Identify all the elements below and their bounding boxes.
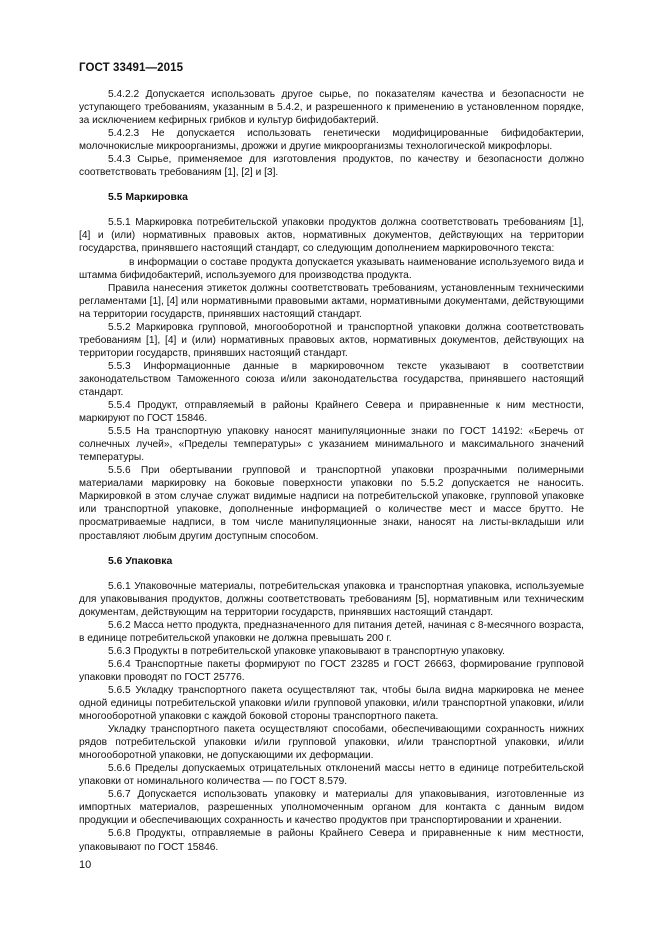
paragraph: 5.5.4 Продукт, отправляемый в районы Крайнего Севера и приравненные к ним местности, маркируют по ГОСТ 15846. (79, 400, 584, 425)
document-body (79, 88, 584, 854)
composition-clauses (79, 88, 584, 179)
packaging-clauses (79, 580, 584, 854)
paragraph: 5.6.7 Допускается использовать упаковку и материалы для упаковывания, изготовленные из импортных материалов, разрешенных уполномоченным органом для контакта с данным видом продукции и обеспечивающих сохранность и качество продуктов при транспортировании и хранении. (79, 789, 584, 827)
paragraph: 5.5.2 Маркировка групповой, многооборотной и транспортной упаковки должна соответствовать требованиям [1], [4] и (или) нормативных правовых актов, нормативных документов, действующих на территории государств, принявших настоящий стандарт. (79, 321, 584, 359)
paragraph: 5.5.3 Информационные данные в маркировочном тексте указывают в соответствии законодательством Таможенного союза и/или законодательства государства, принявшего настоящий стандарт. (79, 360, 584, 398)
paragraph: 5.5.5 На транспортную упаковку наносят манипуляционные знаки по ГОСТ 14192: «Беречь от солнечных лучей», «Пределы температуры» с указанием минимального и максимального значений температуры. (79, 426, 584, 464)
paragraph: в информации о составе продукта допускается указывать наименование используемого вида и штамма бифидобактерий, используемого для производства продукта. (79, 256, 584, 281)
marking-clauses (79, 216, 584, 542)
paragraph: Укладку транспортного пакета осуществляют способами, обеспечивающими сохранность нижних рядов потребительской упаковки и/или групповой упаковки, и/или транспортной упаковки, и/или многооборотной упаковки, не допускающими их деформации. (79, 724, 584, 762)
paragraph: 5.6.5 Укладку транспортного пакета осуществляют так, чтобы была видна маркировка не менее одной единицы потребительской упаковки и/или групповой упаковки, и/или транспортной упаковки, и/или многооборотной упаковки с каждой боковой стороны транспортного пакета. (79, 684, 584, 723)
document-code-header: ГОСТ 33491—2015 (79, 62, 184, 74)
page-number: 10 (79, 859, 92, 871)
paragraph: Правила нанесения этикеток должны соответствовать требованиям, установленным техническими регламентами [1], [4] или нормативными правовыми актами, нормативными документами, действующими на территории государств, принявших настоящий стандарт. (79, 282, 584, 320)
paragraph: 5.6.1 Упаковочные материалы, потребительская упаковка и транспортная упаковка, используемые для упаковывания продуктов, должны соответствовать требованиям [5], нормативным или техническим документам, действующим на территории государств, принявших настоящий стандарт. (79, 580, 584, 618)
paragraph: 5.6.8 Продукты, отправляемые в районы Крайнего Севера и приравненные к ним местности, упаковывают по ГОСТ 15846. (79, 828, 584, 853)
paragraph: 5.5.6 При обертывании групповой и транспортной упаковки прозрачными полимерными материалами маркировку на боковые поверхности упаковки по 5.5.2 допускается не наносить. Маркировкой в этом случае служат видимые надписи на потребительской упаковке, групповой упаковке или транспортной упаковке, дополненные информацией о количестве мест и массе брутто. Не просматриваемые надписи, в том числе манипуляционные знаки, наносят на листы-вкладыши или проставляют любым другим доступным способом. (79, 465, 584, 542)
section-heading-marking: 5.5 Маркировка (108, 192, 188, 204)
section-heading-packaging: 5.6 Упаковка (108, 555, 173, 567)
paragraph: 5.5.1 Маркировка потребительской упаковки продуктов должна соответствовать требованиям [1], [4] и (или) нормативных правовых актов, нормативных документов, действующих на территории государства, принявшего настоящий стандарт, со следующим дополнением маркировочного текста: (79, 217, 584, 255)
paragraph: 5.4.3 Сырье, применяемое для изготовления продуктов, по качеству и безопасности должно соответствовать требованиям [1], [2] и [3]. (79, 154, 584, 179)
paragraph: 5.4.2.2 Допускается использовать другое сырье, по показателям качества и безопасности не уступающего требованиям, указанным в 5.4.2, и разрешенного к применению в установленном порядке, за исключением кефирных грибков и культур бифидобактерий. (79, 89, 584, 127)
paragraph: 5.6.6 Пределы допускаемых отрицательных отклонений массы нетто в единице потребительской упаковки от номинального количества — по ГОСТ 8.579. (79, 763, 584, 788)
paragraph: 5.6.3 Продукты в потребительской упаковке упаковывают в транспортную упаковку. (108, 645, 505, 657)
paragraph: 5.4.2.3 Не допускается использовать генетически модифицированные бифидобактерии, молочнокислые микроорганизмы, дрожжи и другие микроорганизмы технологической микрофлоры. (79, 128, 584, 153)
paragraph: 5.6.2 Масса нетто продукта, предназначенного для питания детей, начиная с 8-месячного возраста, в единице потребительской упаковки не должна превышать 200 г. (79, 619, 584, 644)
paragraph: 5.6.4 Транспортные пакеты формируют по ГОСТ 23285 и ГОСТ 26663, формирование групповой упаковки проводят по ГОСТ 25776. (79, 658, 584, 683)
